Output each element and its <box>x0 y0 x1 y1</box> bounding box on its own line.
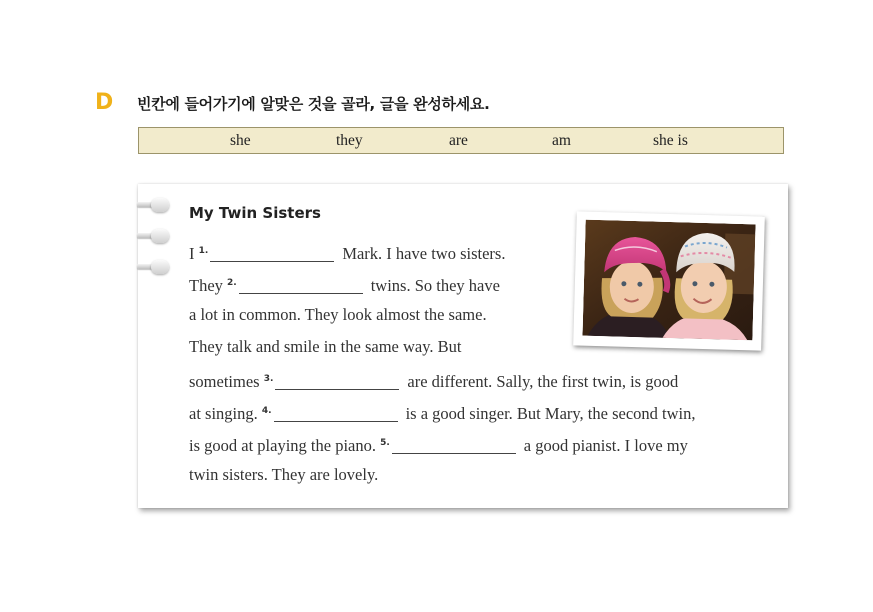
answer-blank-5[interactable] <box>392 437 516 454</box>
story-line-3 <box>189 303 487 327</box>
instruction-text: 빈칸에 들어가기에 알맞은 것을 골라, 글을 완성하세요. <box>137 95 490 113</box>
ring-icon <box>151 260 169 274</box>
word-bank <box>138 127 784 154</box>
twin-sisters-photo <box>582 220 755 341</box>
ring-icon <box>151 229 169 243</box>
answer-blank-4[interactable] <box>274 405 398 422</box>
line-text: Mark. I have two sisters. <box>342 244 506 263</box>
line-text: twin sisters. They are lovely. <box>189 465 379 484</box>
blank-number: 2. <box>227 278 237 288</box>
word-bank-item: they <box>336 132 363 149</box>
word-bank-item: am <box>552 132 571 149</box>
line-text: is good at playing the piano. <box>189 436 376 455</box>
photo-frame <box>573 211 765 350</box>
blank-number: 3. <box>263 374 274 384</box>
answer-blank-2[interactable] <box>239 277 363 294</box>
ring-icon <box>151 198 169 212</box>
line-text: is a good singer. But Mary, the second twin, <box>405 404 696 423</box>
story-line-2 <box>189 271 500 295</box>
story-line-6 <box>189 399 696 423</box>
story-line-8 <box>189 463 378 487</box>
line-text: are different. Sally, the first twin, is good <box>407 372 679 391</box>
blank-number: 5. <box>380 438 390 448</box>
story-line-7 <box>189 431 688 455</box>
card-title: My Twin Sisters <box>189 204 321 222</box>
twin-sisters-illustration <box>582 220 755 341</box>
line-text: at singing. <box>189 404 258 423</box>
line-text: I <box>189 244 195 263</box>
section-letter: D <box>95 90 114 115</box>
line-text: They <box>189 276 223 295</box>
line-text: They talk and smile in the same way. But <box>189 337 462 356</box>
blank-number: 4. <box>261 406 272 416</box>
answer-blank-1[interactable] <box>210 245 334 262</box>
word-bank-item: she <box>230 132 251 149</box>
word-bank-item: are <box>449 132 468 149</box>
line-text: sometimes <box>189 372 260 391</box>
line-text: a lot in common. They look almost the same. <box>189 305 487 324</box>
line-text: twins. So they have <box>370 276 500 295</box>
story-line-1 <box>189 239 505 263</box>
story-line-5 <box>189 367 678 391</box>
blank-number: 1. <box>198 246 209 256</box>
answer-blank-3[interactable] <box>275 373 399 390</box>
story-line-4 <box>189 335 462 359</box>
line-text: a good pianist. I love my <box>523 436 688 455</box>
word-bank-item: she is <box>653 132 688 149</box>
